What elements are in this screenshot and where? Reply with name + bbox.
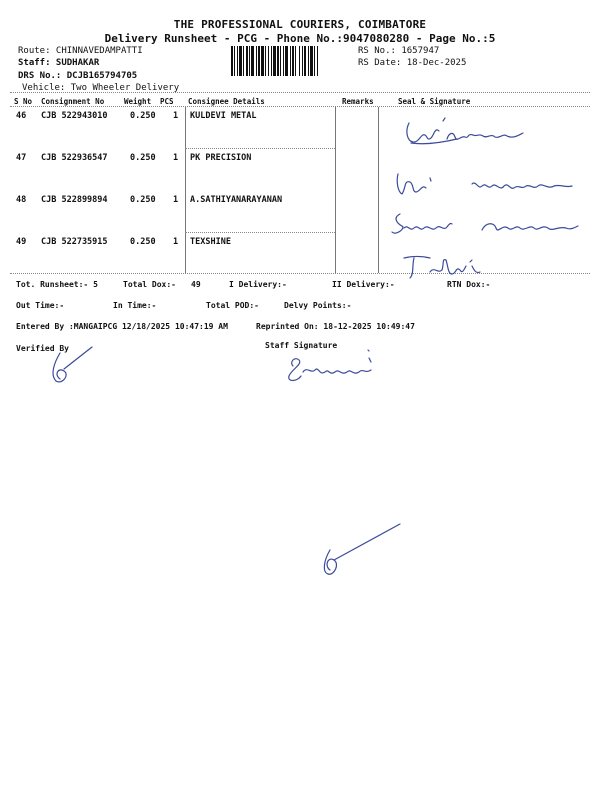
route-label: Route: CHINNAVEDAMPATTI	[18, 46, 143, 56]
divider-remarks	[335, 107, 336, 273]
row-49-consignment: CJB 522735915	[41, 237, 108, 247]
col-consignment: Consignment No	[41, 97, 105, 106]
staff-label: Staff: SUDHAKAR	[18, 58, 100, 68]
rs-number: RS No.: 1657947	[358, 46, 440, 56]
rtn-dox: RTN Dox:-	[447, 280, 491, 289]
scribble-mark	[316, 520, 406, 580]
row-46-pcs: 1	[173, 111, 179, 121]
staff-signature-label: Staff Signature	[265, 341, 338, 350]
row-46-consignment: CJB 522943010	[41, 111, 108, 121]
verified-signature	[42, 345, 102, 390]
row-49-sno: 49	[16, 237, 27, 247]
row-48-consignment: CJB 522899894	[41, 195, 108, 205]
table-bottom-rule	[10, 273, 590, 274]
row-49-weight: 0.250	[130, 237, 156, 247]
col-seal-signature: Seal & Signature	[398, 97, 471, 106]
company-title: THE PROFESSIONAL COURIERS, COIMBATORE	[173, 18, 427, 31]
row-46-weight: 0.250	[130, 111, 156, 121]
row-47-weight: 0.250	[130, 153, 156, 163]
staff-signature	[285, 352, 385, 392]
row-49-consignee: TEXSHINE	[190, 237, 231, 247]
ii-delivery: II Delivery:-	[332, 280, 395, 289]
out-time: Out Time:-	[16, 301, 65, 310]
row-47-consignee: PK PRECISION	[190, 153, 252, 163]
signature-row-46	[395, 115, 555, 155]
col-remarks: Remarks	[342, 97, 374, 106]
row-47-pcs: 1	[173, 153, 179, 163]
row-47-consignment: CJB 522936547	[41, 153, 108, 163]
in-time: In Time:-	[113, 301, 157, 310]
row-48-sno: 48	[16, 195, 27, 205]
table-top-rule	[10, 92, 590, 93]
delvy-points: Delvy Points:-	[284, 301, 352, 310]
row-separator	[185, 148, 335, 149]
rs-date: RS Date: 18-Dec-2025	[358, 58, 467, 68]
col-weight: Weight	[124, 97, 152, 106]
col-pcs: PCS	[160, 97, 174, 106]
ink-dot	[366, 348, 372, 354]
table-header-rule	[10, 106, 590, 107]
row-separator	[185, 232, 335, 233]
signature-row-49	[400, 252, 500, 282]
col-sno: S No	[14, 97, 33, 106]
entered-by: Entered By :MANGAIPCG 12/18/2025 10:47:19 AM	[16, 322, 228, 331]
barcode-image	[231, 46, 354, 76]
vehicle-label: Vehicle: Two Wheeler Delivery	[22, 83, 180, 93]
row-47-sno: 47	[16, 153, 27, 163]
row-48-weight: 0.250	[130, 195, 156, 205]
divider-consignee	[185, 107, 186, 273]
row-46-sno: 46	[16, 111, 27, 121]
col-consignee: Consignee Details	[188, 97, 265, 106]
signature-row-48	[390, 210, 590, 240]
reprinted-on: Reprinted On: 18-12-2025 10:49:47	[256, 322, 415, 331]
divider-signature	[378, 107, 379, 273]
tot-runsheet: Tot. Runsheet:- 5	[16, 280, 98, 289]
row-48-consignee: A.SATHIYANARAYANAN	[190, 195, 283, 205]
drs-label: DRS No.: DCJB165794705	[18, 71, 138, 81]
runsheet-subtitle: Delivery Runsheet - PCG - Phone No.:9047080280 - Page No.:5	[104, 32, 496, 45]
row-48-pcs: 1	[173, 195, 179, 205]
row-46-consignee: KULDEVI METAL	[190, 111, 257, 121]
i-delivery: I Delivery:-	[229, 280, 287, 289]
total-pod: Total POD:-	[206, 301, 259, 310]
signature-row-47	[392, 170, 592, 200]
row-49-pcs: 1	[173, 237, 179, 247]
total-dox-label: Total Dox:-	[123, 280, 176, 289]
total-dox-value: 49	[191, 280, 201, 289]
verified-by: Verified By	[16, 344, 69, 353]
